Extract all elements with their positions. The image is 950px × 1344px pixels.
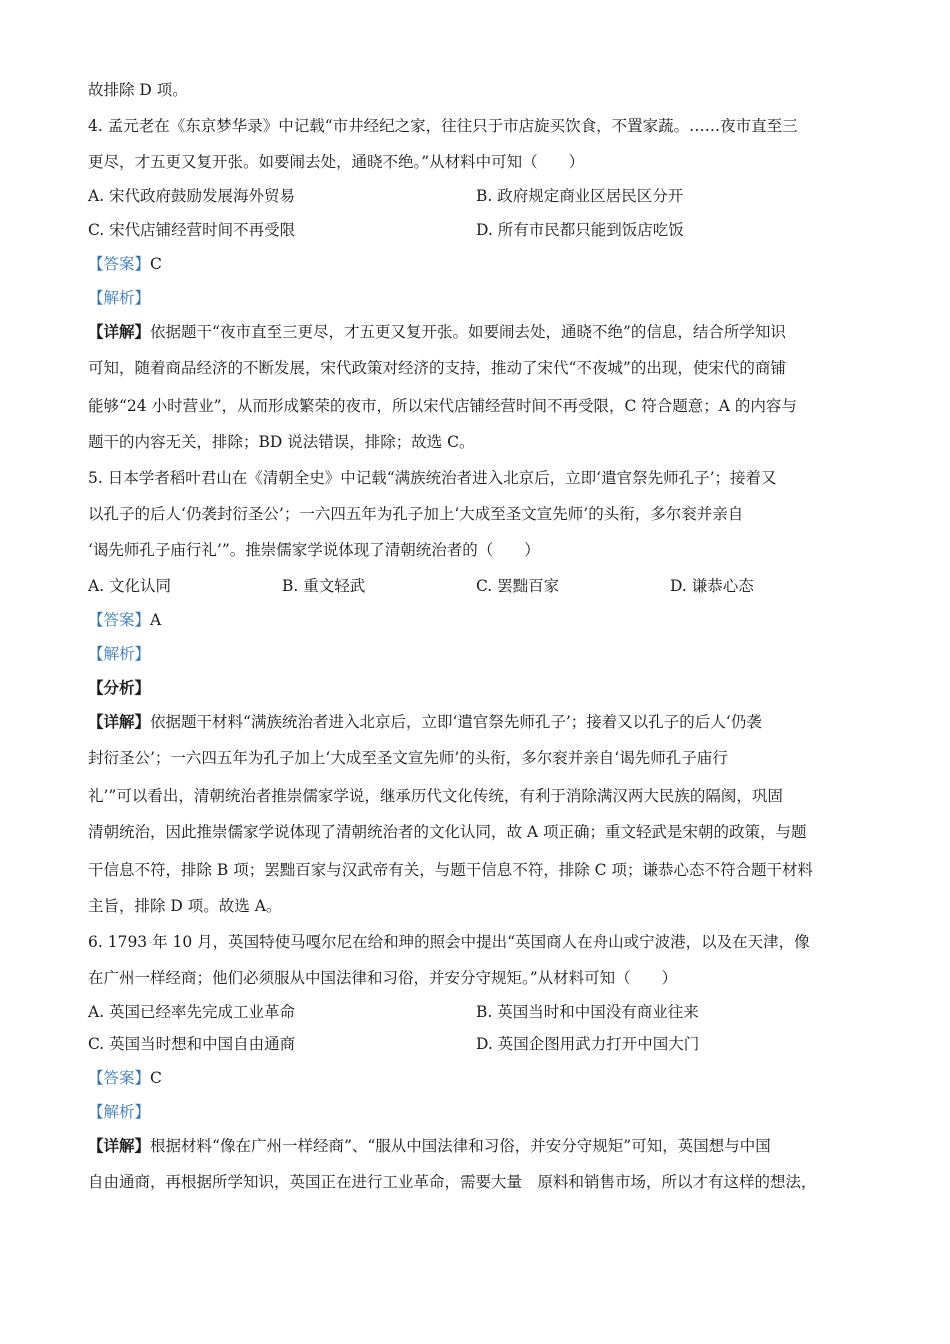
q6-option-c: C. 英国当时想和中国自由通商: [88, 1035, 296, 1053]
q4-option-c: C. 宋代店铺经营时间不再受限: [88, 221, 296, 239]
q6-option-d: D. 英国企图用武力打开中国大门: [476, 1035, 700, 1053]
q5-option-d: D. 谦恭心态: [670, 577, 754, 595]
q6-option-a: A. 英国已经率先完成工业革命: [88, 1003, 296, 1021]
q5-detail-line-5: 干信息不符，排除 B 项；罢黜百家与汉武帝有关，与题干信息不符，排除 C 项；谦恭心态不符合题干材料: [88, 861, 813, 879]
answer-tag: 【答案】: [88, 611, 151, 629]
detail-tag: 【详解】: [88, 712, 151, 731]
q5-fenxi-tag: 【分析】: [88, 678, 151, 697]
q5-stem-line-2: 以孔子的后人‘仍袭封衍圣公’；一六四五年为孔子加上‘大成至圣文宣先师’的头衔，多尔衮并亲自: [88, 505, 744, 523]
q4-option-d: D. 所有市民都只能到饭店吃饭: [476, 221, 684, 239]
q5-detail-line-4: 清朝统治，因此推崇儒家学说体现了清朝统治者的文化认同，故 A 项正确；重文轻武是宋朝的政策，与题: [88, 823, 807, 841]
previous-answer-tail: 故排除 D 项。: [88, 81, 188, 99]
q6-analysis-tag: 【解析】: [88, 1103, 151, 1121]
q6-option-b: B. 英国当时和中国没有商业往来: [476, 1003, 699, 1021]
q5-detail-text-1: 依据题干材料“满族统治者进入北京后，立即‘遣官祭先师孔子’；接着又以孔子的后人‘仍袭: [150, 713, 762, 731]
q4-answer: [88, 254, 162, 274]
detail-tag: 【详解】: [88, 1136, 151, 1155]
q5-detail-line-1: [88, 712, 762, 732]
q4-answer-value: C: [150, 255, 162, 273]
q6-stem-line-2: 在广州一样经商；他们必须服从中国法律和习俗，并安分守规矩。”从材料可知（ ）: [88, 969, 678, 987]
q4-detail-line-2: 可知，随着商品经济的不断发展，宋代政策对经济的支持，推动了宋代“不夜城”的出现，使宋代的商铺: [88, 359, 786, 377]
q4-stem-line-2: 更尽，才五更又复开张。如要闹去处，通晓不绝。”从材料中可知（ ）: [88, 153, 585, 171]
q6-answer-value: C: [150, 1069, 162, 1087]
q4-detail-line-3: 能够“24 小时营业”，从而形成繁荣的夜市，所以宋代店铺经营时间不再受限，C 符合题意；A 的内容与: [88, 397, 797, 415]
q4-option-b: B. 政府规定商业区居民区分开: [476, 187, 684, 205]
q4-analysis-tag: 【解析】: [88, 289, 151, 307]
q5-detail-line-2: 封衍圣公’；一六四五年为孔子加上‘大成至圣文宣先师’的头衔，多尔衮并亲自‘谒先师孔子庙行: [88, 749, 728, 767]
q4-option-a: A. 宋代政府鼓励发展海外贸易: [88, 187, 296, 205]
q4-detail-line-4: 题干的内容无关，排除；BD 说法错误，排除；故选 C。: [88, 433, 475, 451]
q5-stem-line-3: ‘谒先师孔子庙行礼’”。推崇儒家学说体现了清朝统治者的（ ）: [88, 541, 540, 559]
detail-tag: 【详解】: [88, 322, 151, 341]
q6-stem-line-1: 6. 1793 年 10 月，英国特使马嘎尔尼在给和珅的照会中提出“英国商人在舟山或宁波港，以及在天津，像: [88, 933, 810, 951]
q4-stem-line-1: 4. 孟元老在《东京梦华录》中记载“市井经纪之家，往往只于市店旋买饮食，不置家蔬。……夜市直至三: [88, 117, 798, 135]
q5-detail-line-3: 礼’”可以看出，清朝统治者推崇儒家学说，继承历代文化传统，有利于消除满汉两大民族的隔阂，巩固: [88, 787, 783, 805]
q4-detail-line-1: [88, 322, 786, 342]
answer-tag: 【答案】: [88, 255, 151, 273]
q5-option-a: A. 文化认同: [88, 577, 172, 595]
q6-detail-line-1: [88, 1136, 771, 1156]
q5-option-c: C. 罢黜百家: [476, 577, 560, 595]
q5-analysis-tag: 【解析】: [88, 645, 151, 663]
q5-stem-line-1: 5. 日本学者稻叶君山在《清朝全史》中记载“满族统治者进入北京后，立即‘遣官祭先师孔子’；接着又: [88, 469, 777, 487]
q6-detail-text-1: 根据材料“像在广州一样经商”、“服从中国法律和习俗，并安分守规矩”可知，英国想与中国: [150, 1137, 771, 1155]
answer-tag: 【答案】: [88, 1069, 151, 1087]
q5-detail-line-6: 主旨，排除 D 项。故选 A。: [88, 897, 282, 915]
q5-answer: [88, 610, 161, 630]
q6-detail-line-2: 自由通商，再根据所学知识，英国正在进行工业革命，需要大量 原料和销售市场，所以才有这样的想法，: [88, 1173, 817, 1191]
q6-answer: [88, 1068, 162, 1088]
q5-option-b: B. 重文轻武: [282, 577, 366, 595]
q4-detail-text-1: 依据题干“夜市直至三更尽，才五更又复开张。如要闹去处，通晓不绝”的信息，结合所学知识: [150, 323, 786, 341]
q5-answer-value: A: [150, 611, 162, 629]
